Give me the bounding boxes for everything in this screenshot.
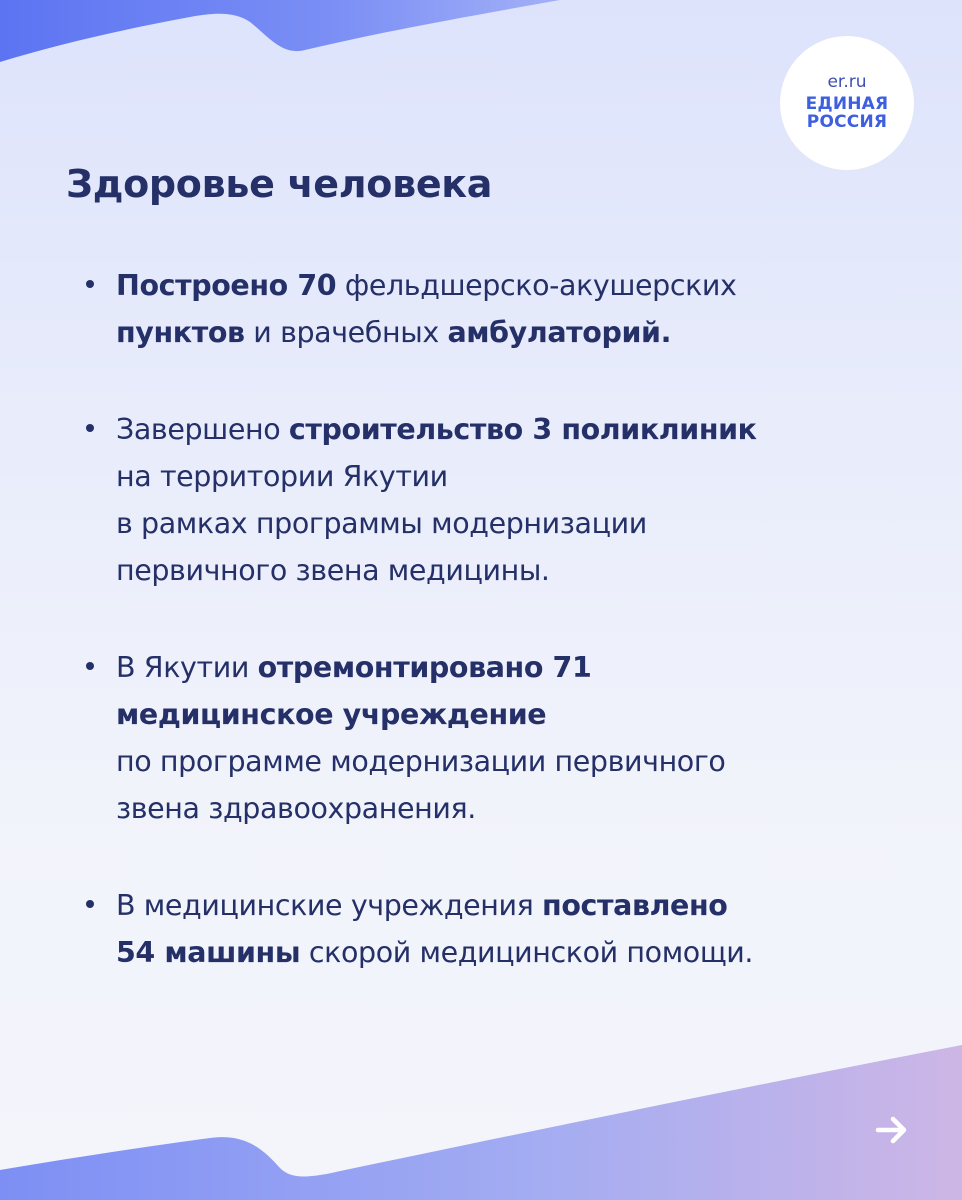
bullet-item [86, 882, 906, 976]
regular-text: и врачебных [244, 316, 448, 349]
bullet-line [116, 691, 906, 738]
bold-text: Построено 70 [116, 269, 337, 302]
bullet-item [86, 406, 906, 594]
bold-text: медицинское учреждение [116, 698, 547, 731]
regular-text: по программе модернизации первичного [116, 745, 726, 778]
logo-site-text: er.ru [827, 72, 867, 93]
bullet-dot-icon [86, 280, 94, 288]
bullet-line [116, 738, 906, 785]
bullet-dot-icon [86, 662, 94, 670]
regular-text: звена здравоохранения. [116, 792, 476, 825]
bold-text: пунктов [116, 316, 245, 349]
bullet-item [86, 644, 906, 832]
regular-text: на территории Якутии [116, 460, 448, 493]
logo-line-2: РОССИЯ [806, 112, 888, 132]
bold-text: поставлено [542, 889, 728, 922]
regular-text: фельдшерско-акушерских [336, 269, 737, 302]
bullet-line [116, 500, 906, 547]
regular-text: в рамках программы модернизации [116, 507, 647, 540]
bullet-line [116, 785, 906, 832]
bullet-dot-icon [86, 900, 94, 908]
bold-text: 54 машины [116, 936, 301, 969]
regular-text: первичного звена медицины. [116, 554, 550, 587]
page-title: Здоровье человека [66, 162, 493, 206]
arrow-right-icon[interactable] [872, 1110, 912, 1150]
bold-text: амбулаторий. [447, 316, 672, 349]
regular-text: Завершено [116, 413, 289, 446]
bullet-line [116, 547, 906, 594]
bullet-list [86, 262, 906, 1026]
bold-text: строительство 3 поликлиник [288, 413, 757, 446]
bullet-line [116, 309, 906, 356]
regular-text: В медицинские учреждения [116, 889, 543, 922]
bold-text: отремонтировано 71 [257, 651, 592, 684]
regular-text: В Якутии [116, 651, 258, 684]
bullet-line [116, 262, 906, 309]
bullet-dot-icon [86, 424, 94, 432]
party-logo [780, 36, 914, 170]
bullet-line [116, 453, 906, 500]
logo-line-1: ЕДИНАЯ [805, 94, 889, 115]
bullet-line [116, 644, 906, 691]
regular-text: скорой медицинской помощи. [300, 936, 754, 969]
bullet-line [116, 929, 906, 976]
bullet-line [116, 882, 906, 929]
bullet-line [116, 406, 906, 453]
bullet-item [86, 262, 906, 356]
